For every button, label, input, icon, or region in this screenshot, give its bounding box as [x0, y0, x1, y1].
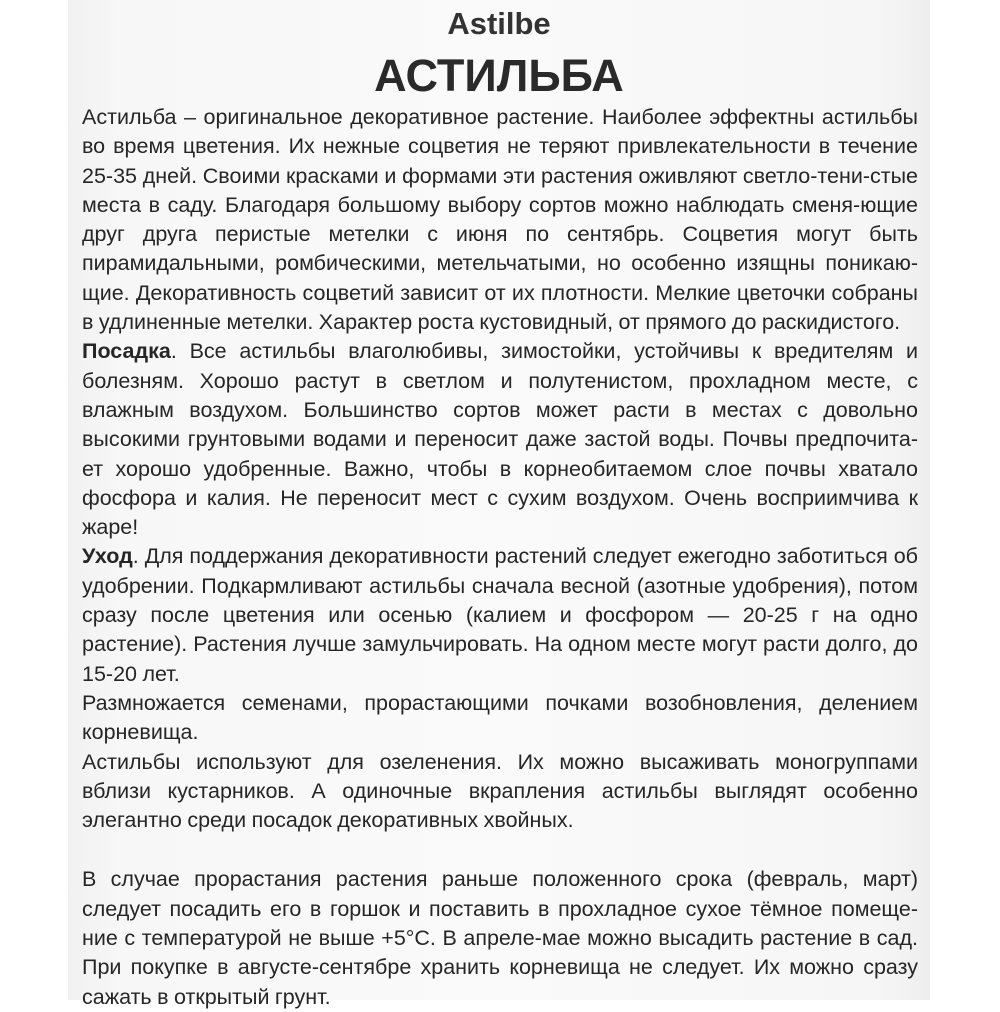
planting-text: . Все астильбы влаголюбивы, зимостойки, устойчивы к вредителям и болезням. Хорошо растут в светлом и полутенистом, прохладном месте, с влажным воздухом. Большинство сортов может расти в местах с довольно высокими грунтовыми водами и переносит даже застой воды. Почвы предпочита-ет хорошо удобренные. Важно, чтобы в корнеобитаемом слое почвы хватало фосфора и калия. Не переносит мест с сухим воздухом. Очень восприимчива к жаре!: [82, 339, 918, 540]
paragraph-gap: [82, 835, 918, 865]
latin-title: Astilbe: [447, 6, 551, 41]
care-heading: Уход: [82, 544, 133, 569]
care-paragraph: [82, 542, 918, 688]
storage-paragraph: В случае прорастания растения раньше положенного срока (февраль, март) следует посадить его в горшок и поставить в прохладное сухое тёмное помеще-ние с температурой не выше +5°С. В апреле-мае можно высадить растение в сад. При покупке в августе-сентябре хранить корневища не следует. Их можно сразу сажать в открытый грунт.: [82, 867, 918, 1009]
care-text: . Для поддержания декоративности растений следует ежегодно заботиться об удобрении. Подкармливают астильбы сначала весной (азотные удобрения), потом сразу после цветения или осенью (калием и фосфором — 20-25 г на одно растение). Растения лучше замульчировать. На одном месте могут расти долго, до 15-20 лет.: [82, 544, 918, 686]
instruction-sheet: [68, 0, 930, 1009]
planting-paragraph: [82, 337, 918, 542]
propagation-paragraph: Размножается семенами, прорастающими почками возобновления, делением корневища.: [82, 690, 918, 745]
russian-title: АСТИЛЬБА: [374, 50, 624, 101]
intro-paragraph: Астильба – оригинальное декоративное растение. Наиболее эффектны астильбы во время цветения. Их нежные соцветия не теряют привлекательности в течение 25-35 дней. Своими красками и формами эти растения оживляют светло-тени-стые места в саду. Благодаря большому выбору сортов можно наблюдать сменя-ющие друг друга перистые метелки с июня по сентябрь. Соцветия могут быть пирамидальными, ромбическими, метельчатыми, но особенно изящны поникаю-щие. Декоративность соцветий зависит от их плотности. Мелкие цветочки собраны в удлиненные метелки. Характер роста кустовидный, от прямого до раскидистого.: [82, 105, 918, 335]
body-text: [82, 103, 918, 1012]
landscaping-paragraph: Астильбы используют для озеленения. Их можно высаживать моногруппами вблизи кустарников. А одиночные вкрапления астильбы выглядят особенно элегантно среди посадок декоративных хвойных.: [82, 749, 918, 833]
planting-heading: Посадка: [82, 339, 171, 364]
